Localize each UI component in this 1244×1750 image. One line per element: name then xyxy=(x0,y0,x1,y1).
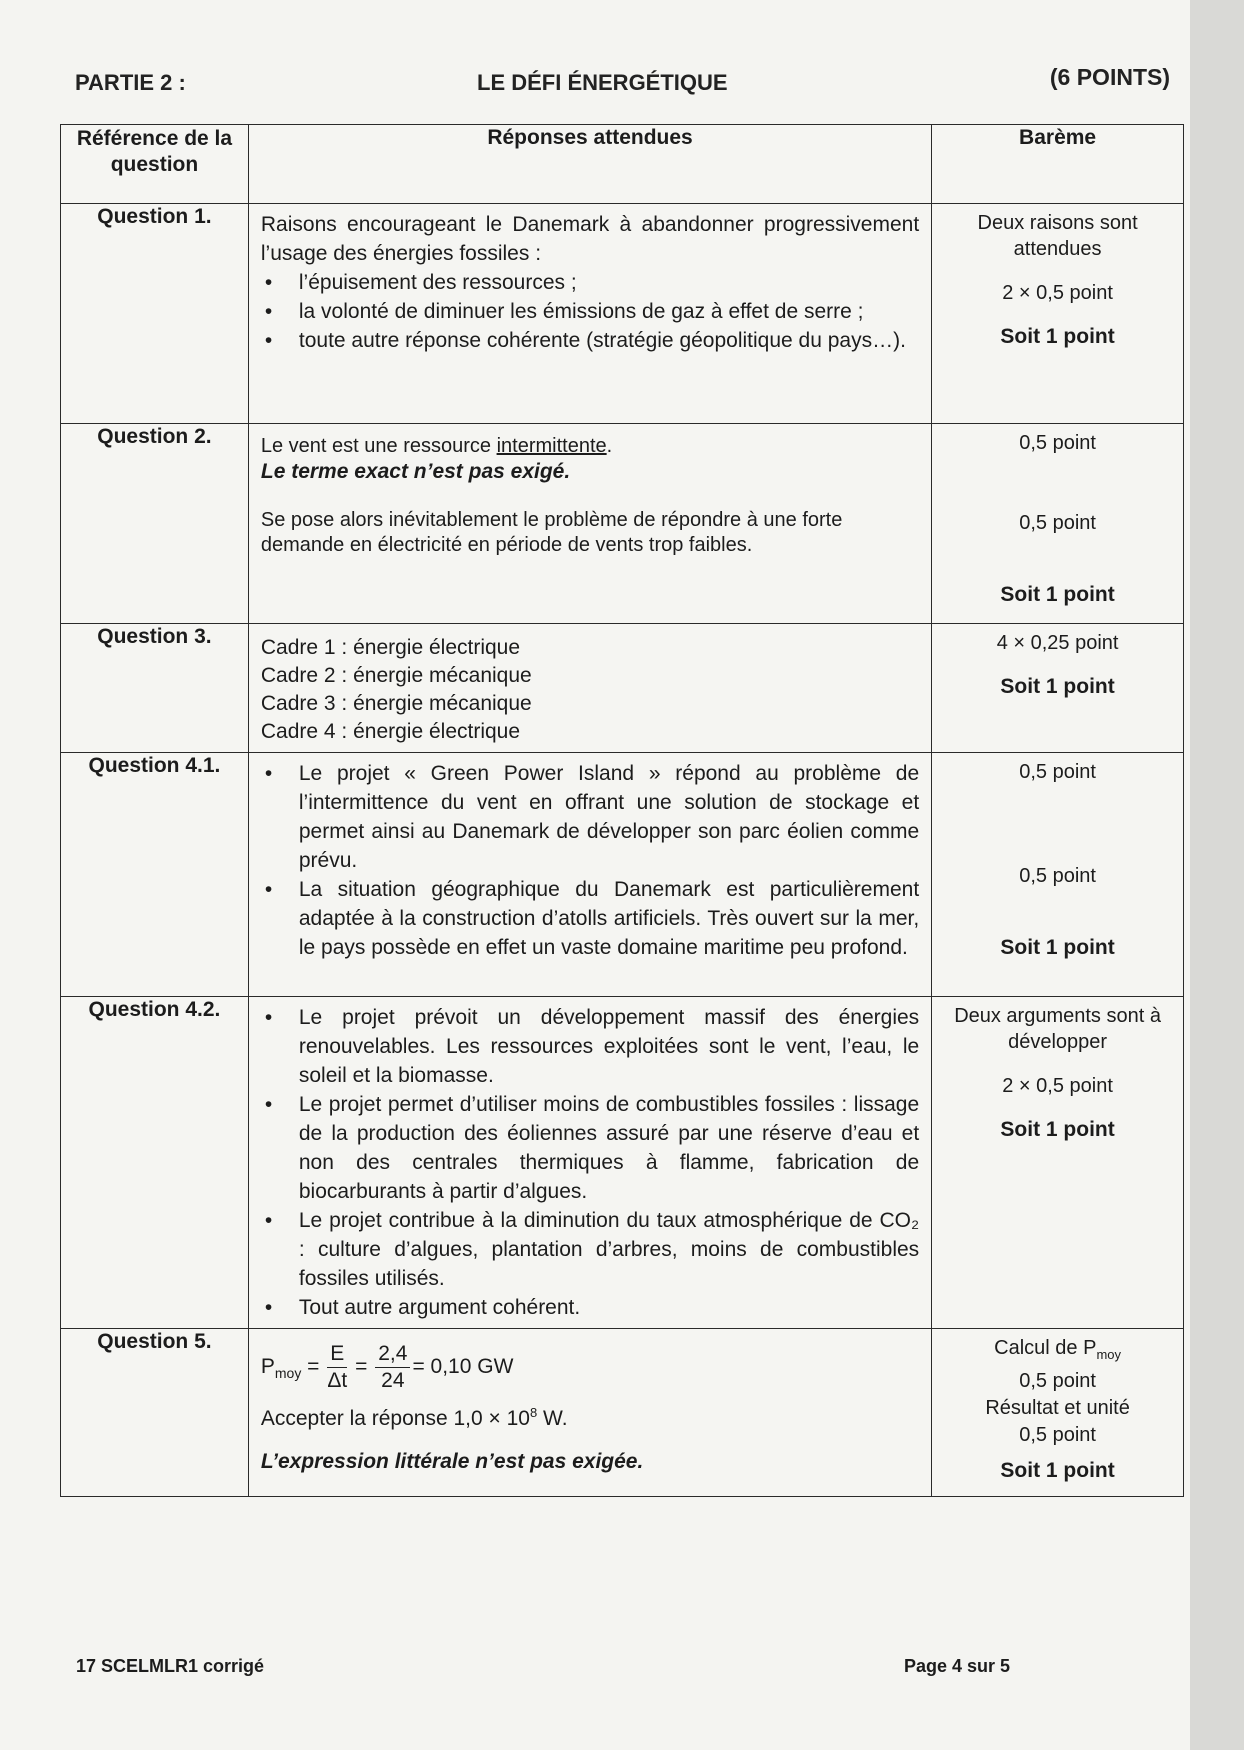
formula-equals: = xyxy=(301,1355,326,1379)
scale-cell xyxy=(932,997,1184,1329)
list-item: • l’épuisement des ressources ; xyxy=(261,268,919,297)
answer-cell xyxy=(248,997,931,1329)
answer-cell xyxy=(248,1329,931,1497)
table-row xyxy=(61,997,1184,1329)
answer-cell xyxy=(248,753,931,997)
answer-note: Le terme exact n’est pas exigé. xyxy=(260,460,571,483)
table-row xyxy=(61,753,1184,997)
list-item: • Tout autre argument cohérent. xyxy=(261,1293,919,1322)
list-item: • Le projet permet d’utiliser moins de combustibles fossiles : lissage de la production des éoliennes assuré par une réserve d’eau et non des centrales thermiques à flamme, fabrication de biocarburants à partir d’algues. xyxy=(261,1090,919,1206)
scale-total: Soit 1 point xyxy=(1000,1459,1115,1482)
formula-result: = 0,10 GW xyxy=(412,1355,514,1379)
question-label: Question 4.2. xyxy=(61,997,249,1329)
list-item: • Le projet contribue à la diminution du taux atmosphérique de CO₂ : culture d’algues, plantation d’arbres, moins de combustibles fossiles utilisés. xyxy=(261,1206,919,1293)
page-header xyxy=(75,64,1170,104)
answer-keyword: intermittente xyxy=(496,435,607,457)
fraction-numerator: 2,4 xyxy=(375,1341,410,1368)
formula xyxy=(261,1341,919,1394)
scale-text: 0,5 point xyxy=(1019,512,1096,534)
list-item: • La situation géographique du Danemark est particulièrement adaptée à la construction d’atolls artificiels. Très ouvert sur la mer, le pays possède en effet un vaste domaine maritime peu profond. xyxy=(261,875,919,962)
question-label: Question 3. xyxy=(61,624,249,753)
scale-text: 0,5 point xyxy=(1019,865,1096,887)
table-row xyxy=(61,424,1184,624)
scale-cell xyxy=(932,204,1184,424)
header-scale: Barème xyxy=(932,125,1184,204)
fraction-denominator: Δt xyxy=(327,1369,348,1392)
scale-cell xyxy=(932,624,1184,753)
answer-text: W. xyxy=(537,1407,568,1430)
answer-cell xyxy=(248,624,931,753)
scale-cell xyxy=(932,1329,1184,1497)
scale-text: Deux arguments sont à développer xyxy=(954,1005,1161,1053)
question-label: Question 2. xyxy=(61,424,249,624)
answer-intro: Raisons encourageant le Danemark à abandonner progressivement l’usage des énergies fossiles : xyxy=(260,213,920,265)
answer-line: Cadre 1 : énergie électrique xyxy=(260,636,521,659)
answer-text: . xyxy=(606,435,613,457)
scale-text: 2 × 0,5 point xyxy=(1002,282,1113,304)
scale-text: Deux raisons sont attendues xyxy=(977,212,1138,260)
list-item: • Le projet prévoit un développement massif des énergies renouvelables. Les ressources exploitées sont le vent, l’eau, le soleil et la biomasse. xyxy=(261,1003,919,1090)
scale-text: 0,5 point xyxy=(1019,1424,1096,1446)
part-title: LE DÉFI ÉNERGÉTIQUE xyxy=(477,70,728,95)
fraction xyxy=(327,1341,347,1394)
fraction xyxy=(375,1341,410,1394)
answer-line: Cadre 3 : énergie mécanique xyxy=(260,692,532,715)
scale-text: Calcul de P xyxy=(994,1337,1097,1359)
answer-text: Accepter la réponse 1,0 × 10 xyxy=(260,1407,530,1430)
scale-text: 4 × 0,25 point xyxy=(996,632,1119,654)
fraction-numerator: E xyxy=(327,1341,347,1368)
table-header-row xyxy=(61,125,1184,204)
formula-subscript: moy xyxy=(274,1365,302,1382)
answer-text: Le vent est une ressource xyxy=(260,435,497,457)
scale-subscript: moy xyxy=(1096,1347,1121,1362)
scale-text: Résultat et unité xyxy=(985,1397,1130,1419)
table-row xyxy=(61,1329,1184,1497)
answer-table xyxy=(60,124,1184,1497)
scale-cell xyxy=(932,753,1184,997)
scale-total: Soit 1 point xyxy=(1000,675,1115,698)
header-answers: Réponses attendues xyxy=(248,125,931,204)
table-row xyxy=(61,624,1184,753)
question-label: Question 4.1. xyxy=(61,753,249,997)
scale-total: Soit 1 point xyxy=(1000,1118,1115,1141)
list-item: • la volonté de diminuer les émissions de gaz à effet de serre ; xyxy=(261,297,919,326)
part-points: (6 POINTS) xyxy=(1049,64,1170,90)
scale-text: 0,5 point xyxy=(1019,761,1096,783)
scale-total: Soit 1 point xyxy=(1000,583,1115,606)
footer-reference: 17 SCELMLR1 corrigé xyxy=(76,1656,265,1676)
scale-total: Soit 1 point xyxy=(1000,936,1115,959)
answer-cell xyxy=(248,204,931,424)
answer-note: L’expression littérale n’est pas exigée. xyxy=(260,1450,644,1473)
formula-equals: = xyxy=(349,1355,374,1379)
answer-cell xyxy=(248,424,931,624)
list-item: • toute autre réponse cohérente (stratégie géopolitique du pays…). xyxy=(261,326,919,355)
scale-total: Soit 1 point xyxy=(1000,325,1115,348)
formula-symbol: P xyxy=(260,1355,275,1379)
question-label: Question 5. xyxy=(61,1329,249,1497)
scale-text: 0,5 point xyxy=(1019,1370,1096,1392)
header-reference: Référence de la question xyxy=(61,125,249,204)
scale-text: 2 × 0,5 point xyxy=(1002,1075,1113,1097)
fraction-denominator: 24 xyxy=(381,1369,405,1392)
answer-text: Se pose alors inévitablement le problème de répondre à une forte demande en électricité en période de vents trop faibles. xyxy=(260,509,843,556)
question-label: Question 1. xyxy=(61,204,249,424)
scale-text: 0,5 point xyxy=(1019,432,1096,454)
footer-page-number: Page 4 sur 5 xyxy=(904,1656,1011,1676)
list-item: • Le projet « Green Power Island » répond au problème de l’intermittence du vent en offrant une solution de stockage et permet ainsi au Danemark de développer son parc éolien comme prévu. xyxy=(261,759,919,875)
part-label: PARTIE 2 : xyxy=(75,70,186,95)
exponent: 8 xyxy=(529,1405,538,1420)
answer-line: Cadre 4 : énergie électrique xyxy=(260,720,521,743)
table-row xyxy=(61,204,1184,424)
answer-line: Cadre 2 : énergie mécanique xyxy=(260,664,532,687)
scale-cell xyxy=(932,424,1184,624)
